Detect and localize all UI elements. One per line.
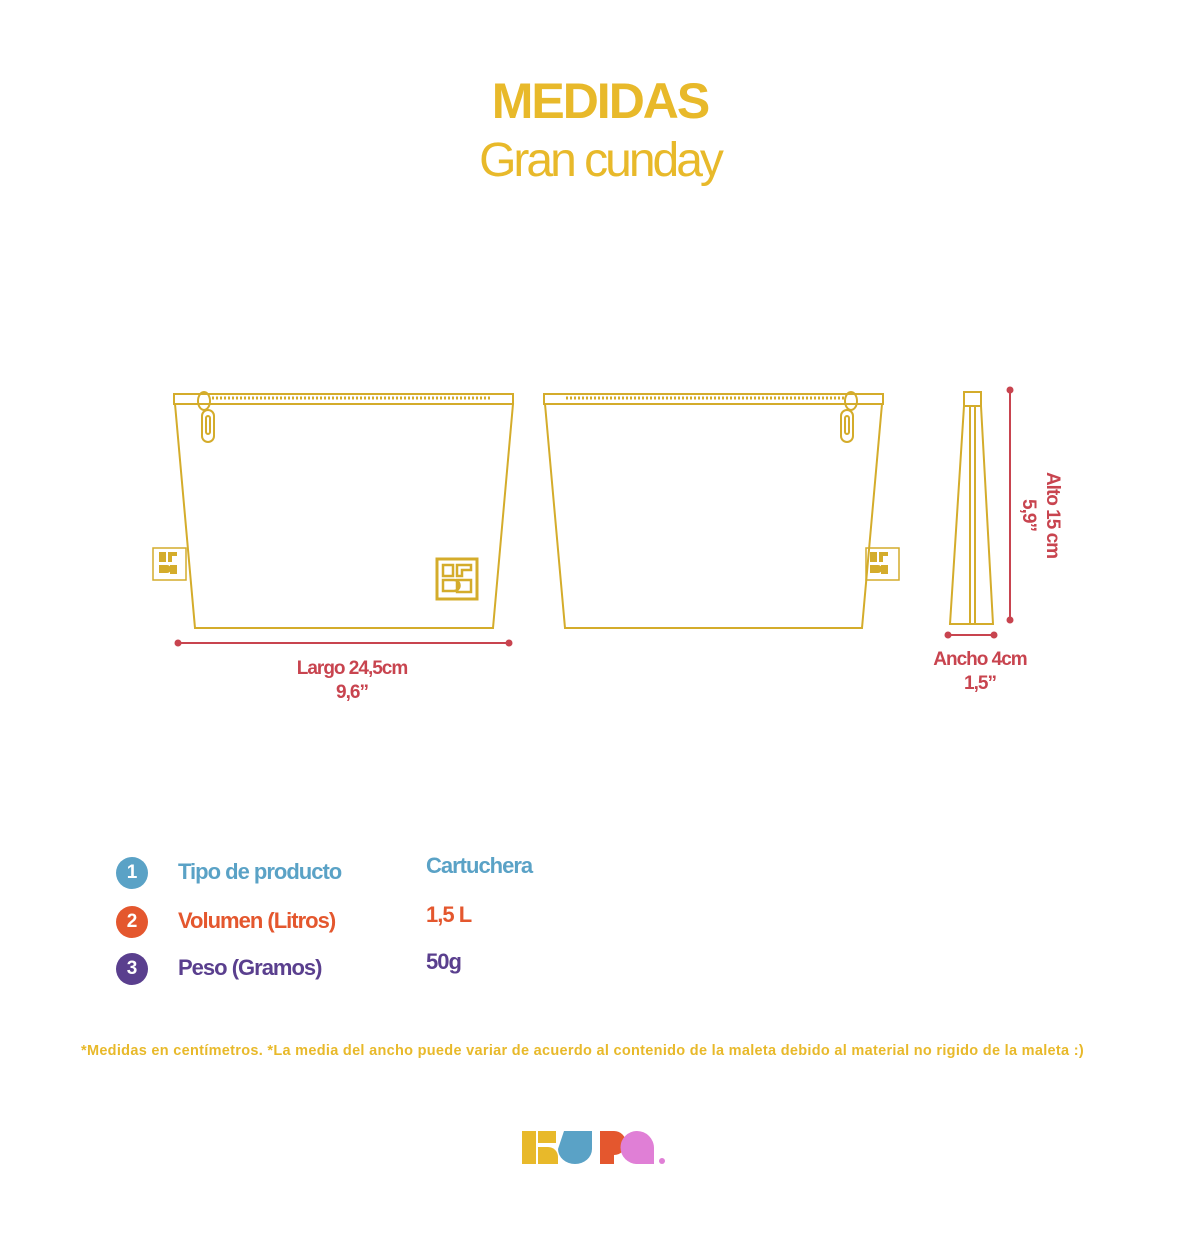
product-name: Gran cunday [479,134,721,187]
ancho-dimension-line [945,632,998,639]
ancho-label [910,648,1050,696]
back-side-tag [866,548,899,580]
back-view [544,392,899,628]
spec-label: Peso (Gramos) [178,955,322,980]
spec-number-badge: 2 [116,906,148,938]
alto-cm: Alto 15 cm [1042,471,1063,559]
spec-row-volume [116,902,816,940]
side-zipper-top [964,392,981,406]
alto-label [1010,460,1070,570]
front-zipper-pull-icon [198,392,214,442]
footnote: *Medidas en centímetros. *La media del ancho puede variar de acuerdo al contenido de la maleta debido al material no rigido de la maleta :) [81,1043,1084,1059]
spec-number-badge: 3 [116,953,148,985]
side-view [950,392,993,624]
ancho-cm: Ancho 4cm [933,649,1027,670]
front-logo-patch [437,559,477,599]
largo-in: 9,6” [336,682,368,703]
back-body-outline [545,404,882,628]
front-body-outline [175,404,513,628]
largo-cm: Largo 24,5cm [296,658,408,679]
kupa-logo [522,1128,682,1168]
front-view [153,392,513,628]
spec-row-product-type [116,853,816,891]
spec-row-weight [116,949,816,987]
spec-value: Cartuchera [426,853,533,878]
spec-number-badge: 1 [116,857,148,889]
front-side-tag [153,548,186,580]
side-body-outline [950,406,993,624]
largo-label [252,657,452,705]
spec-label: Volumen (Litros) [178,908,336,933]
ancho-in: 1,5” [964,673,996,694]
spec-value: 50g [426,949,461,974]
alto-in: 5,9” [1018,499,1039,531]
page-title: MEDIDAS [491,73,709,129]
spec-label: Tipo de producto [178,859,342,884]
spec-value: 1,5 L [426,902,472,927]
largo-dimension-line [175,640,513,647]
